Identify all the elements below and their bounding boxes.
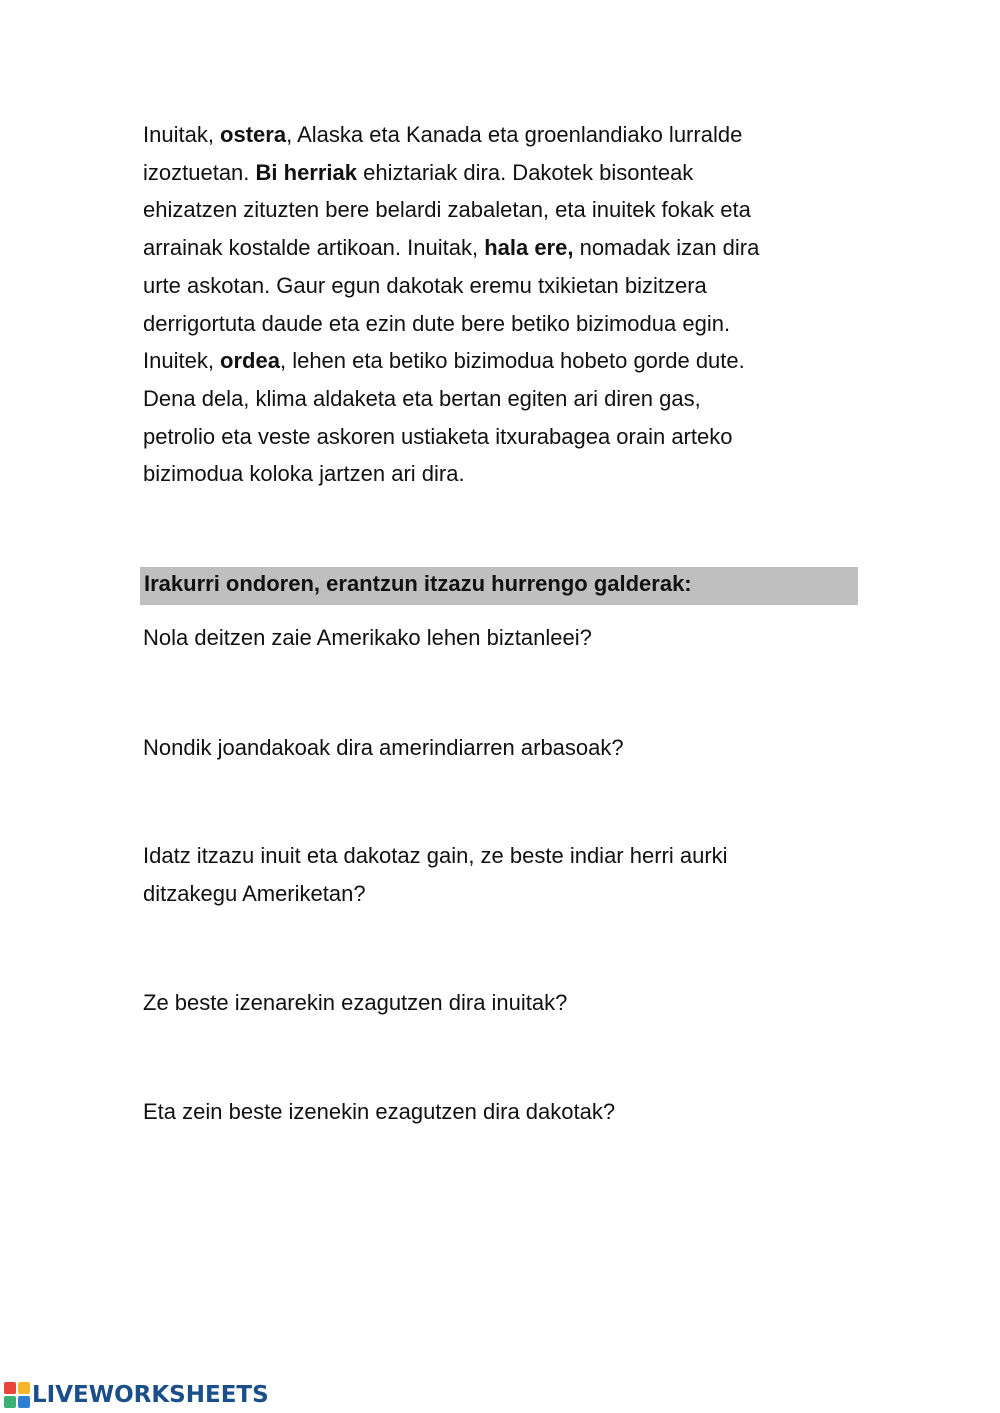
text-segment: , lehen eta betiko bizimodua hobeto gorde dute. <box>279 348 745 374</box>
paragraph-line <box>143 116 843 154</box>
text-segment: nomadak izan dira <box>573 235 760 261</box>
text-segment: Inuitak, <box>143 122 221 147</box>
paragraph-line <box>143 267 843 305</box>
logo-square <box>4 1382 16 1394</box>
paragraph-line <box>143 229 843 267</box>
paragraph-line <box>143 154 843 192</box>
liveworksheets-logo-icon <box>4 1382 30 1408</box>
paragraph-line <box>143 380 843 418</box>
paragraph-line <box>143 305 843 343</box>
bold-text: ordea <box>220 348 280 374</box>
question-4 <box>143 984 567 1022</box>
question-5 <box>143 1093 615 1131</box>
question-text: ditzakegu Ameriketan? <box>143 881 366 906</box>
text-segment: petrolio eta veste askoren ustiaketa itxurabagea orain arteko <box>143 423 733 449</box>
liveworksheets-logo <box>4 1380 269 1410</box>
paragraph-line <box>143 418 843 456</box>
question-text: Eta zein beste izenekin ezagutzen dira dakotak? <box>143 1099 616 1124</box>
bold-text: ostera <box>220 122 287 147</box>
instruction-text: Irakurri ondoren, erantzun itzazu hurrengo galderak: <box>144 571 692 596</box>
text-segment: izoztuetan. <box>143 159 256 185</box>
bold-text: Bi herriak <box>255 159 358 185</box>
question-text: Nola deitzen zaie Amerikako lehen biztanleei? <box>143 625 592 650</box>
text-segment: , Alaska eta Kanada eta groenlandiako lurralde <box>286 122 743 147</box>
text-segment: Inuitek, <box>143 348 221 374</box>
instruction-banner <box>140 567 858 605</box>
paragraph-line <box>143 455 843 493</box>
paragraph-line <box>143 191 843 229</box>
logo-square <box>18 1396 30 1408</box>
question-text: Ze beste izenarekin ezagutzen dira inuitak? <box>143 990 568 1015</box>
text-segment: urte askotan. Gaur egun dakotak eremu txikietan bizitzera <box>143 272 707 298</box>
logo-text: LIVEWORKSHEETS <box>32 1382 269 1408</box>
paragraph-line <box>143 342 843 380</box>
question-1 <box>143 619 592 657</box>
logo-square <box>4 1396 16 1408</box>
question-text: Idatz itzazu inuit eta dakotaz gain, ze beste indiar herri aurki <box>143 843 728 868</box>
question-3 <box>143 837 728 913</box>
text-segment: Dena dela, klima aldaketa eta bertan egiten ari diren gas, <box>143 385 701 411</box>
text-segment: ehiztariak dira. Dakotek bisonteak <box>357 159 694 185</box>
question-text: Nondik joandakoak dira amerindiarren arbasoak? <box>143 735 624 760</box>
text-segment: arrainak kostalde artikoan. Inuitak, <box>143 235 485 261</box>
text-segment: derrigortuta daude eta ezin dute bere betiko bizimodua egin. <box>143 310 731 336</box>
reading-paragraph <box>143 116 843 493</box>
logo-square <box>18 1382 30 1394</box>
bold-text: hala ere, <box>484 235 574 261</box>
text-segment: bizimodua koloka jartzen ari dira. <box>143 461 465 487</box>
text-segment: ehizatzen zituzten bere belardi zabaletan, eta inuitek fokak eta <box>143 197 751 223</box>
question-2 <box>143 729 624 767</box>
